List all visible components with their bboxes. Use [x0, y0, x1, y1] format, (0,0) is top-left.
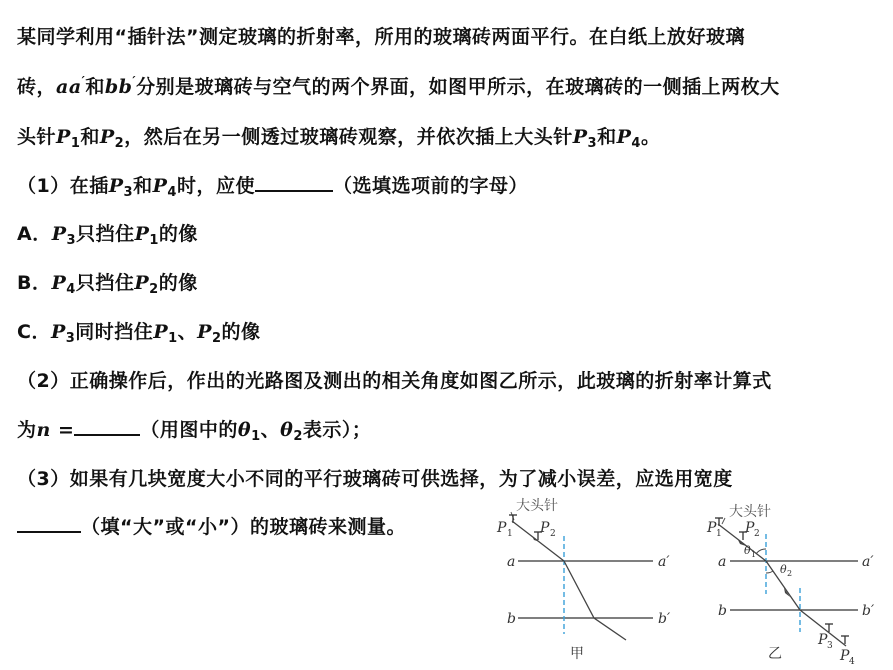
- label-p3-sub: 3: [827, 641, 833, 651]
- q2-text: 、: [260, 419, 281, 441]
- label-b-prime: b′: [862, 603, 875, 619]
- pin-label: 大头针: [516, 498, 558, 514]
- figure-yi: [700, 494, 893, 670]
- label-p2: P: [540, 520, 550, 536]
- var-theta2: θ: [280, 419, 294, 441]
- var-aa: aa: [56, 76, 82, 98]
- question-line-2: [17, 72, 780, 99]
- question-text: 头针: [17, 126, 57, 148]
- subscript: 2: [149, 282, 159, 297]
- prime-mark: ′: [132, 74, 137, 88]
- answer-blank-q3[interactable]: [17, 517, 81, 533]
- answer-blank-q2[interactable]: [74, 420, 140, 436]
- answer-blank-q1[interactable]: [255, 176, 333, 192]
- angle-arc-theta1: [756, 549, 766, 554]
- option-text: 只挡住: [75, 272, 135, 294]
- var-p4: P: [51, 272, 67, 294]
- q2-text: （用图中的: [140, 419, 238, 441]
- label-p2-sub: 2: [754, 529, 760, 539]
- q2-line-2: [17, 415, 371, 442]
- label-b: b: [507, 611, 516, 627]
- label-p3: P: [818, 632, 828, 648]
- label-p2: P: [745, 520, 755, 536]
- figure-caption-yi: 乙: [768, 646, 782, 662]
- var-p4: P: [616, 126, 632, 148]
- label-a: a: [507, 554, 516, 570]
- question-text: 和: [597, 126, 617, 148]
- q3-line-2: [17, 512, 406, 539]
- q1-text: 时，应使: [176, 175, 255, 197]
- subscript: 2: [293, 429, 303, 444]
- var-n: n: [36, 419, 51, 441]
- q2-text: 表示）；: [302, 419, 372, 441]
- subscript: 2: [211, 331, 222, 346]
- option-letter: C．: [17, 321, 51, 343]
- var-bb: bb: [104, 76, 133, 98]
- question-text: 和: [80, 126, 100, 148]
- subscript: 3: [587, 136, 598, 151]
- subscript: 1: [149, 233, 159, 248]
- option-c[interactable]: [17, 317, 261, 344]
- subscript: 3: [66, 233, 77, 248]
- subscript: 4: [631, 136, 641, 151]
- question-text: 砖，: [17, 76, 57, 98]
- var-p1: P: [134, 223, 150, 245]
- label-p1-sub: 1: [716, 529, 722, 539]
- label-b-prime: b′: [658, 611, 671, 627]
- label-b: b: [718, 603, 727, 619]
- q2-text: 为: [17, 419, 37, 441]
- var-p2: P: [99, 126, 115, 148]
- subscript: 1: [70, 136, 81, 151]
- var-p2: P: [134, 272, 150, 294]
- question-text: 。: [640, 126, 661, 148]
- subscript: 4: [66, 282, 76, 297]
- prime-mark: ′: [81, 74, 86, 88]
- var-p1: P: [56, 126, 71, 148]
- question-text: 分别是玻璃砖与空气的两个界面，如图甲所示，在玻璃砖的一侧插上两枚大: [136, 76, 780, 98]
- q1-line: [17, 171, 528, 198]
- label-theta1-sub: 1: [751, 550, 757, 559]
- subscript: 3: [65, 331, 76, 346]
- pin-label: 大头针: [729, 504, 771, 520]
- label-a-prime: a′: [658, 554, 670, 570]
- var-p3: P: [108, 175, 124, 197]
- label-theta1: θ: [744, 544, 751, 557]
- label-p4-sub: 4: [849, 657, 855, 667]
- label-p1: P: [497, 520, 507, 536]
- var-p3: P: [572, 126, 588, 148]
- q1-text: （1）在插: [17, 175, 109, 197]
- q3-line-1: [17, 464, 733, 491]
- label-p1-sub: 1: [507, 529, 513, 539]
- option-a[interactable]: [17, 219, 198, 246]
- label-p2-sub: 2: [550, 529, 556, 539]
- var-p3: P: [50, 321, 66, 343]
- equals-sign: =: [50, 419, 75, 441]
- q3-text: （3）如果有几块宽度大小不同的平行玻璃砖可供选择，为了减小误差，应选用宽度: [17, 468, 733, 490]
- q2-text: （2）正确操作后，作出的光路图及测出的相关角度如图乙所示，此玻璃的折射率计算式: [17, 370, 772, 392]
- subscript: 1: [251, 429, 261, 444]
- subscript: 3: [123, 185, 134, 200]
- q2-line-1: [17, 366, 772, 393]
- subscript: 2: [114, 136, 125, 151]
- label-theta2-sub: 2: [787, 569, 793, 578]
- question-text: 和: [85, 76, 105, 98]
- subscript: 1: [168, 331, 178, 346]
- var-p3: P: [51, 223, 67, 245]
- q1-text: （选填选项前的字母）: [332, 175, 528, 197]
- option-text: 同时挡住: [75, 321, 154, 343]
- q3-text: （填“大”或“小”）的玻璃砖来测量。: [81, 516, 406, 538]
- figure-jia: [490, 494, 690, 670]
- label-p4: P: [840, 648, 850, 664]
- option-text: 、: [177, 321, 198, 343]
- var-p2: P: [197, 321, 212, 343]
- pin-label-pointer: [722, 518, 725, 524]
- label-a-prime: a′: [862, 554, 874, 570]
- question-text: 某同学利用“插针法”测定玻璃的折射率，所用的玻璃砖两面平行。在白纸上放好玻璃: [17, 26, 745, 48]
- option-text: 的像: [221, 321, 261, 343]
- label-a: a: [718, 554, 727, 570]
- option-text: 的像: [158, 272, 198, 294]
- refracted-ray: [564, 561, 626, 640]
- var-theta1: θ: [237, 419, 252, 441]
- var-p4: P: [152, 175, 168, 197]
- option-b[interactable]: [17, 268, 198, 295]
- var-p1: P: [153, 321, 169, 343]
- question-text: ，然后在另一侧透过玻璃砖观察，并依次插上大头针: [124, 126, 573, 148]
- label-theta2: θ: [780, 563, 787, 576]
- angle-arc-theta2: [766, 571, 773, 573]
- subscript: 4: [167, 185, 177, 200]
- figure-caption-jia: 甲: [570, 646, 584, 662]
- option-letter: B．: [17, 272, 52, 294]
- question-line-3: [17, 122, 660, 149]
- question-line-1: [17, 22, 745, 49]
- label-p1: P: [707, 520, 717, 536]
- option-letter: A．: [17, 223, 52, 245]
- option-text: 的像: [158, 223, 198, 245]
- option-text: 只挡住: [76, 223, 135, 245]
- q1-text: 和: [133, 175, 153, 197]
